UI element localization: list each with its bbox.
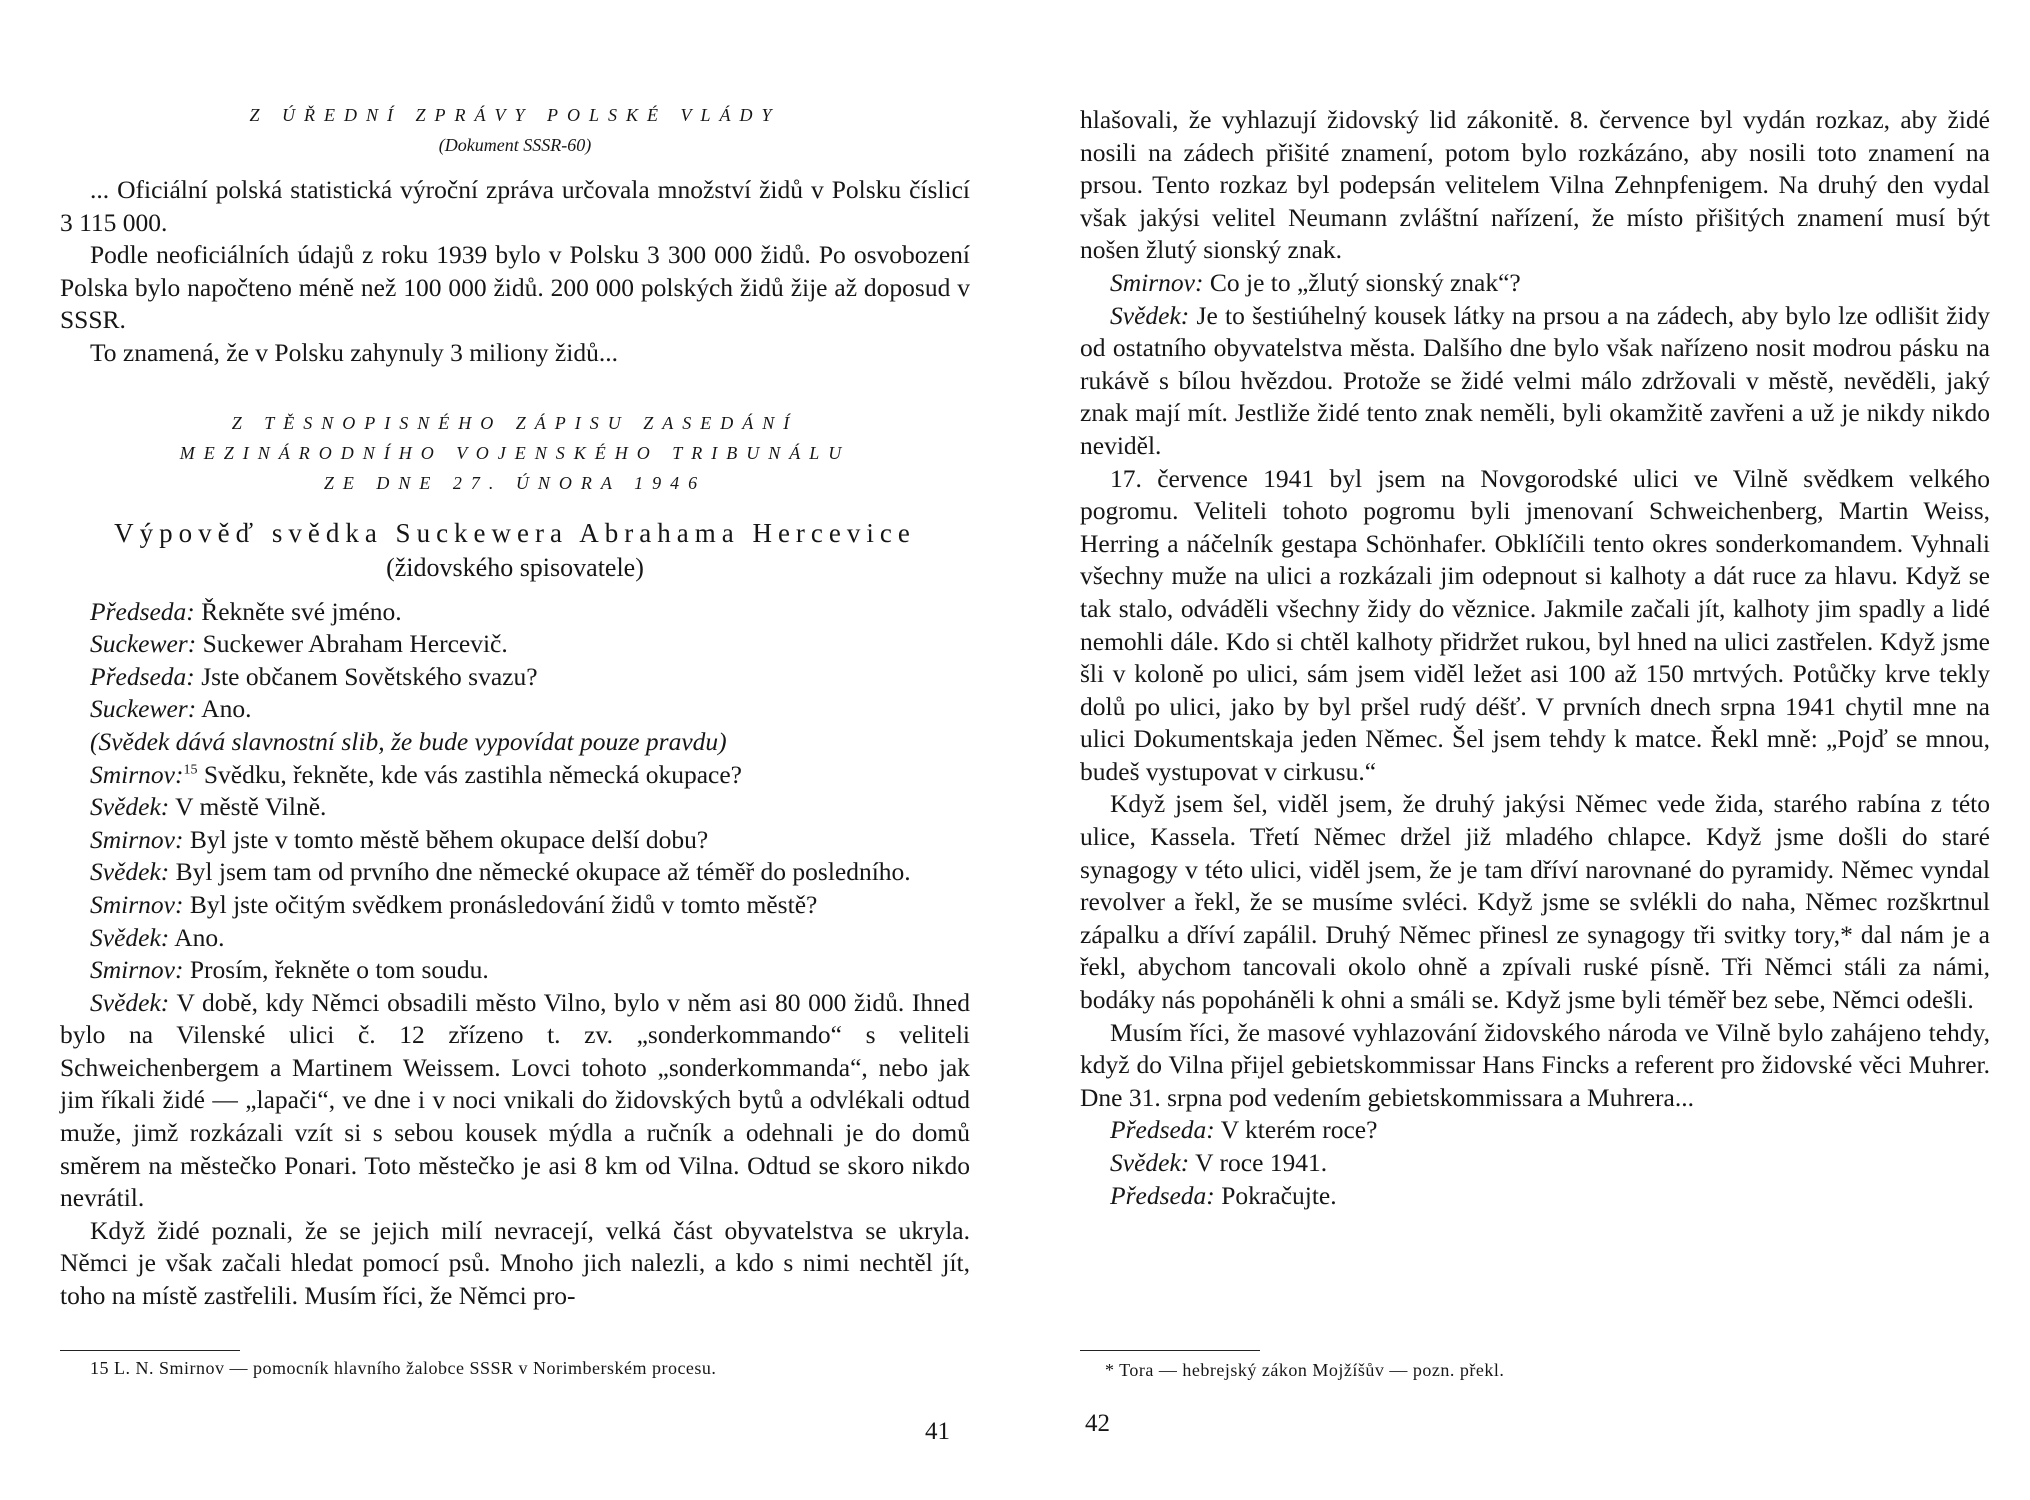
speaker-label: Smirnov: (90, 824, 184, 854)
dialogue-line (1080, 1114, 1990, 1147)
testimony-subtitle: (židovského spisovatele) (386, 552, 644, 582)
speech-text: Prosím, řekněte o tom soudu. (183, 955, 489, 985)
section-heading-transcript-line3: ZE DNE 27. ÚNORA 1946 (323, 472, 707, 493)
speaker-label: Svědek: (90, 987, 170, 1017)
speech-text: Pokračujte. (1214, 1180, 1337, 1210)
dialogue-line (60, 987, 970, 1215)
speech-text: V městě Vilně. (169, 792, 327, 822)
speaker-label: Předseda: (90, 661, 195, 691)
speech-text: Ano. (196, 694, 252, 724)
report-paragraph: To znamená, že v Polsku zahynuly 3 miliony židů... (90, 337, 618, 367)
dialogue-line (60, 954, 970, 987)
narrative-paragraph: Když jsem šel, viděl jsem, že druhý jakýsi Němec vede žida, starého rabína z této ulice, Kassela. Třetí Němec držel již mladého chlapce. Když jsme došli do staré synagogy v této ulici, viděl jsem, že je tam dříví narovnané do pyramidy. Němec vyndal revolver a řekl, že se musíme svléci. Když jsme se svlékli do naha, Němec rozškrtnul zápalku a dříví zapálil. Druhý Němec přinesl ze synagogy tři svitky tory,* dal nám je a řekl, abychom tancovali okolo ohně a zpívali ruské písně. Tři Němci stáli za námi, bodáky nás popoháněli k ohni a smáli se. Když jsme byli téměř bez sebe, Němci odešli. (1080, 789, 1990, 1015)
speech-text: Co je to „žlutý sionský znak“? (1203, 267, 1521, 297)
section-heading-government-report: Z ÚŘEDNÍ ZPRÁVY POLSKÉ VLÁDY (249, 105, 781, 125)
dialogue-line (1080, 300, 1990, 463)
dialogue-line (60, 889, 970, 922)
speaker-label: Předseda: (1110, 1180, 1215, 1210)
speech-text: V době, kdy Němci obsadili město Vilno, bylo v něm asi 80 000 židů. Ihned bylo na Vilenské ulici č. 12 zřízeno t. zv. „sonderkommando“ s veliteli Schweichenbergem a Martinem Weissem. Lovci tohoto „sonderkommanda“, nebo jak jim říkali židé — „lapači“, ve dne i v noci vnikali do židovských bytů a odvlékali odtud muže, jimž rozkázali vzít si s sebou kousek mýdla a ručník a odehnali je do domů směrem na městečko Ponari. Toto městečko je asi 8 km od Vilna. Odtud se skoro nikdo nevrátil. (60, 987, 970, 1213)
speech-text: Je to šestiúhelný kousek látky na prsou a na zádech, aby bylo lze odlišit židy od ostatního obyvatelstva města. Dalšího dne bylo však nařízeno nosit modrou pásku na rukávě s bílou hvězdou. Protože se židé velmi málo zdržovali v městě, nevěděli, jaký znak mají mít. Jestliže židé tento znak neměli, byli okamžitě zavřeni a už je nikdy nikdo neviděl. (1080, 300, 1990, 460)
report-paragraph: ... Oficiální polská statistická výroční zpráva určovala množství židů v Polsku číslicí 3 115 000. (60, 175, 970, 237)
report-paragraph: Podle neoficiálních údajů z roku 1939 bylo v Polsku 3 300 000 židů. Po osvobození Polska bylo napočteno méně než 100 000 židů. 200 000 polských židů žije až doposud v SSSR. (60, 240, 970, 335)
speech-text: Suckewer Abraham Hercevič. (196, 629, 508, 659)
speaker-label: Svědek: (90, 792, 170, 822)
page-number-right: 42 (1085, 1410, 1110, 1437)
continued-paragraph: hlašovali, že vyhlazují židovský lid zákonitě. 8. července byl vydán rozkaz, aby židé nosili na zádech přišité znamení, potom bylo rozkázáno, aby nosili toto znamení na prsou. Tento rozkaz byl podepsán velitelem Vilna Zehnpfenigem. Na druhý den vydal však jakýsi velitel Neumann zvláštní nařízení, že místo přišitých znamení musí být nošen žlutý sionský znak. (1080, 105, 1990, 265)
right-page (1080, 0, 1990, 1500)
speaker-label: Smirnov: (90, 955, 184, 985)
dialogue-line (1080, 267, 1990, 300)
speaker-label: Svědek: (90, 857, 170, 887)
dialogue-line (60, 661, 970, 694)
section-heading-transcript-line2: MEZINÁRODNÍHO VOJENSKÉHO TRIBUNÁLU (179, 442, 851, 463)
oath-note: (Svědek dává slavnostní slib, že bude vypovídat pouze pravdu) (90, 726, 727, 756)
speaker-label: Smirnov: (90, 759, 184, 789)
speech-text: Jste občanem Sovětského svazu? (194, 661, 538, 691)
footnote-tora: * Tora — hebrejský zákon Mojžíšův — pozn. překl. (1105, 1360, 1505, 1380)
section-heading-transcript-line1: Z TĚSNOPISNÉHO ZÁPISU ZASEDÁNÍ (231, 412, 799, 433)
testimony-title: Výpověď svědka Suckewera Abrahama Hercevice (114, 517, 916, 548)
speech-text: Ano. (169, 922, 225, 952)
speaker-label: Suckewer: (90, 629, 197, 659)
speaker-label: Předseda: (1110, 1115, 1215, 1145)
dialogue-line (60, 628, 970, 661)
speech-text: Byl jste v tomto městě během okupace delší dobu? (183, 824, 709, 854)
speaker-label: Suckewer: (90, 694, 197, 724)
speaker-label: Předseda: (90, 596, 195, 626)
footnote-divider (60, 1350, 240, 1351)
speaker-label: Svědek: (1110, 1148, 1190, 1177)
page-number-left: 41 (925, 1418, 950, 1445)
footnote-divider (1080, 1350, 1260, 1351)
dialogue-line (1080, 1147, 1990, 1180)
document-reference: (Dokument SSSR-60) (438, 135, 592, 155)
narrative-paragraph: 17. července 1941 byl jsem na Novgorodské ulici ve Vilně svědkem velkého pogromu. Veliteli tohoto pogromu byli jmenovaní Schweichenberg, Martin Weiss, Herring a náčelník gestapa Schönhafer. Obklíčili tento okres sonderkomandem. Vyhnali všechny muže na ulici a rozkázali jim odepnout si kalhoty a dát ruce za hlavu. Když se tak stalo, odváděli všechny židy do věznice. Jakmile začali jít, kalhoty jim spadly a lidé nemohli dále. Kdo si chtěl kalhoty přidržet rukou, byl hned na ulici zastřelen. Když jsme šli v koloně po ulici, sám jsem viděl ležet asi 100 až 150 mrtvých. Potůčky krve tekly dolů po ulici, jako by byl pršel rudý déšť. V prvních dnech srpna 1941 chytil mne na ulici Dokumentskaja jeden Němec. Šel jsem tehdy k matce. Řekl mně: „Pojď se mnou, budeš vystupovat v cirkusu.“ (1080, 463, 1990, 786)
dialogue-line (60, 791, 970, 824)
speaker-label: Smirnov: (90, 889, 184, 919)
speech-text: Byl jste očitým svědkem pronásledování židů v tomto městě? (183, 889, 818, 919)
speech-text: Svědku, řekněte, kde vás zastihla německá okupace? (197, 759, 742, 789)
speech-text: V kterém roce? (1214, 1115, 1378, 1145)
left-page (60, 0, 970, 1500)
dialogue-line (60, 922, 970, 955)
closing-paragraph: Když židé poznali, že se jejich milí nevracejí, velká část obyvatelstva se ukryla. Němci je však začali hledat pomocí psů. Mnoho jich nalezli, a kdo s nimi nechtěl jít, toho na místě zastřelili. Musím říci, že Němci pro- (60, 1215, 970, 1311)
dialogue-line (60, 824, 970, 857)
speech-text: Řekněte své jméno. (194, 596, 402, 626)
speaker-label: Smirnov: (1110, 267, 1204, 297)
speaker-label: Svědek: (1110, 300, 1190, 330)
dialogue-line (1080, 1180, 1990, 1213)
dialogue-line (60, 693, 970, 726)
dialogue-line (60, 596, 970, 629)
footnote-ref: 15 (183, 762, 198, 778)
footnote-15: 15 L. N. Smirnov — pomocník hlavního žalobce SSSR v Norimberském procesu. (90, 1358, 717, 1378)
speaker-label: Svědek: (90, 922, 170, 952)
speech-text: V roce 1941. (1189, 1148, 1328, 1177)
dialogue-line (60, 856, 970, 889)
narrative-paragraph: Musím říci, že masové vyhlazování židovského národa ve Vilně bylo zahájeno tehdy, když do Vilna přijel gebietskommissar Hans Fincks a referent pro židovské věci Muhrer. Dne 31. srpna pod vedením gebietskommissara a Muhrera... (1080, 1017, 1990, 1112)
dialogue-line (60, 759, 970, 792)
speech-text: Byl jsem tam od prvního dne německé okupace až téměř do posledního. (169, 857, 911, 887)
